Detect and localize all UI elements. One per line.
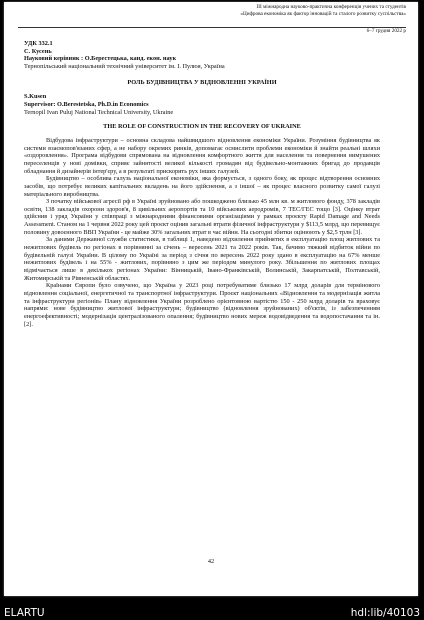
running-header [240, 4, 406, 17]
supervisor-ua: Науковий керівник : О.Берестецька, канд. екон. наук [24, 55, 177, 63]
author-ua: С. Кусень [24, 47, 52, 55]
document-page [4, 2, 418, 596]
affiliation-ua: Тернопільський національний технічний університет ім. І. Пулюя, Україна [24, 62, 225, 70]
author-en: S.Kusen [24, 93, 47, 101]
footer-repository-label: ELARTU [4, 607, 45, 619]
supervisor-en: Supervisor: O.Berestetska, Ph.D.in Economics [24, 100, 149, 108]
header-line-2: «Цифрова економіка як фактор інновацій та сталого розвитку суспільства» [240, 10, 406, 17]
title-ua: РОЛЬ БУДІВНИЦТВА У ВІДНОВЛЕННІ УКРАЇНИ [127, 78, 277, 86]
article-body [24, 40, 380, 328]
affiliation-en: Ternopil Ivan Puluj National Technical University, Ukraine [24, 108, 174, 116]
paragraph: Країнами Європи було озвучено, що Україна у 2023 році потребуватиме близько 17 млрд доларів для термінового відновлення соціальної, енергетичної та транспортної інфраструктури. Проєкт національних «Відновлення та модернізація житла та інфраструктури регіонів» Плану відновлення України розроблено орієнтовною вартістю 150 - 250 млрд доларів та враховує напрями: нове будівництво житлової інфраструктури; будівництво (відновлення зруйнованих) об'єктів, із забезпеченням енергоефективності; модернізація централізованого опалення; будівництво нових мереж водовідведення та водопостачання та ін. [2]. [24, 282, 380, 328]
paragraph: За даними Державної служби статистики, в таблиці 1, наведено відхилення прийнятих в експлуатацію площ житлових та нежитлових будівель по регіонах в порівнянні за січень – вересень 2021 та 2022 років. Так, бачимо тяжкий відбиток війни по будівельній галузі України. В цілому по Україні за період з січня по вересень 2022 року здано в експлуатацію на 67% менше нежитлових будівель і на 55% - житлових, порівняно з цим же періодом минулого року. Збільшення по житлових площах відмічається лише в декількох регіонах України: Вінницькій, Івано-Франківській, Волинській, Закарпатській, Полтавській, Житомирській та Рівненській областях. [24, 236, 380, 282]
udk-code: УДК 332.1 [24, 40, 53, 47]
header-rule [18, 27, 406, 28]
header-date: 6–7 грудня 2022 р [366, 28, 406, 34]
page-number: 42 [207, 558, 215, 565]
title-en: THE ROLE OF CONSTRUCTION IN THE RECOVERY OF UKRAINE [103, 123, 301, 131]
header-line-1: ІІІ міжнародна науково-практична конференція учених та студентів [256, 4, 406, 10]
footer-handle: hdl:lib/40103 [350, 607, 420, 619]
paragraph: Будівництво – особлива галузь національної економіки, яка формується, з одного боку, як процес відтворення основних засобів, що потребує великих капітальних вкладень на його здійснення, а з іншої – як процес власного розвитку самої галузі матеріального виробництва. [24, 175, 380, 198]
paragraph: Відбудова інфраструктури – основна складова найшвидшого відновлення економіки України. Розуміння будівництва як системи взаємопов'язаних сфер, а не набору окремих ринків, допомагає осмислити проблеми економіки й знайти реальні шляхи «оздоровлення». Програма відбудови спрямована на відновлення комфортного життя для населення та повернення вимушених переселенців у нові домівки, сприяє зайнятості великої кількості громадян від будівельно-монтажних бригад до продавців обладнання й дизайнерів інтер'єру, а в результаті прискорить рух інших галузей. [24, 136, 380, 175]
paragraph: З початку військової агресії рф в Україні зруйновано або пошкоджено близько 45 млн кв. м житлового фонду, 378 закладів освіти, 138 закладів охорони здоров'я, 8 цивільних аеропортів та 10 військових аеродромів, 7 ТЕС/ГЕС тощо [3]. Оцінку втрат здійснив і уряд України у співпраці з міжнародними фінансовими організаціями у рамках проєкту Rapid Damage and Needs Assessment. Станом на 1 червня 2022 року цей проєкт оцінив загальні втрати фізичної інфраструктури у $113,5 млрд, що перевищує половину довоєнного ВВП України - це майже 30% загальних втрат в час війни. На сьогодні збитки оцінюють у $2,5 трлн [3]. [24, 198, 380, 236]
